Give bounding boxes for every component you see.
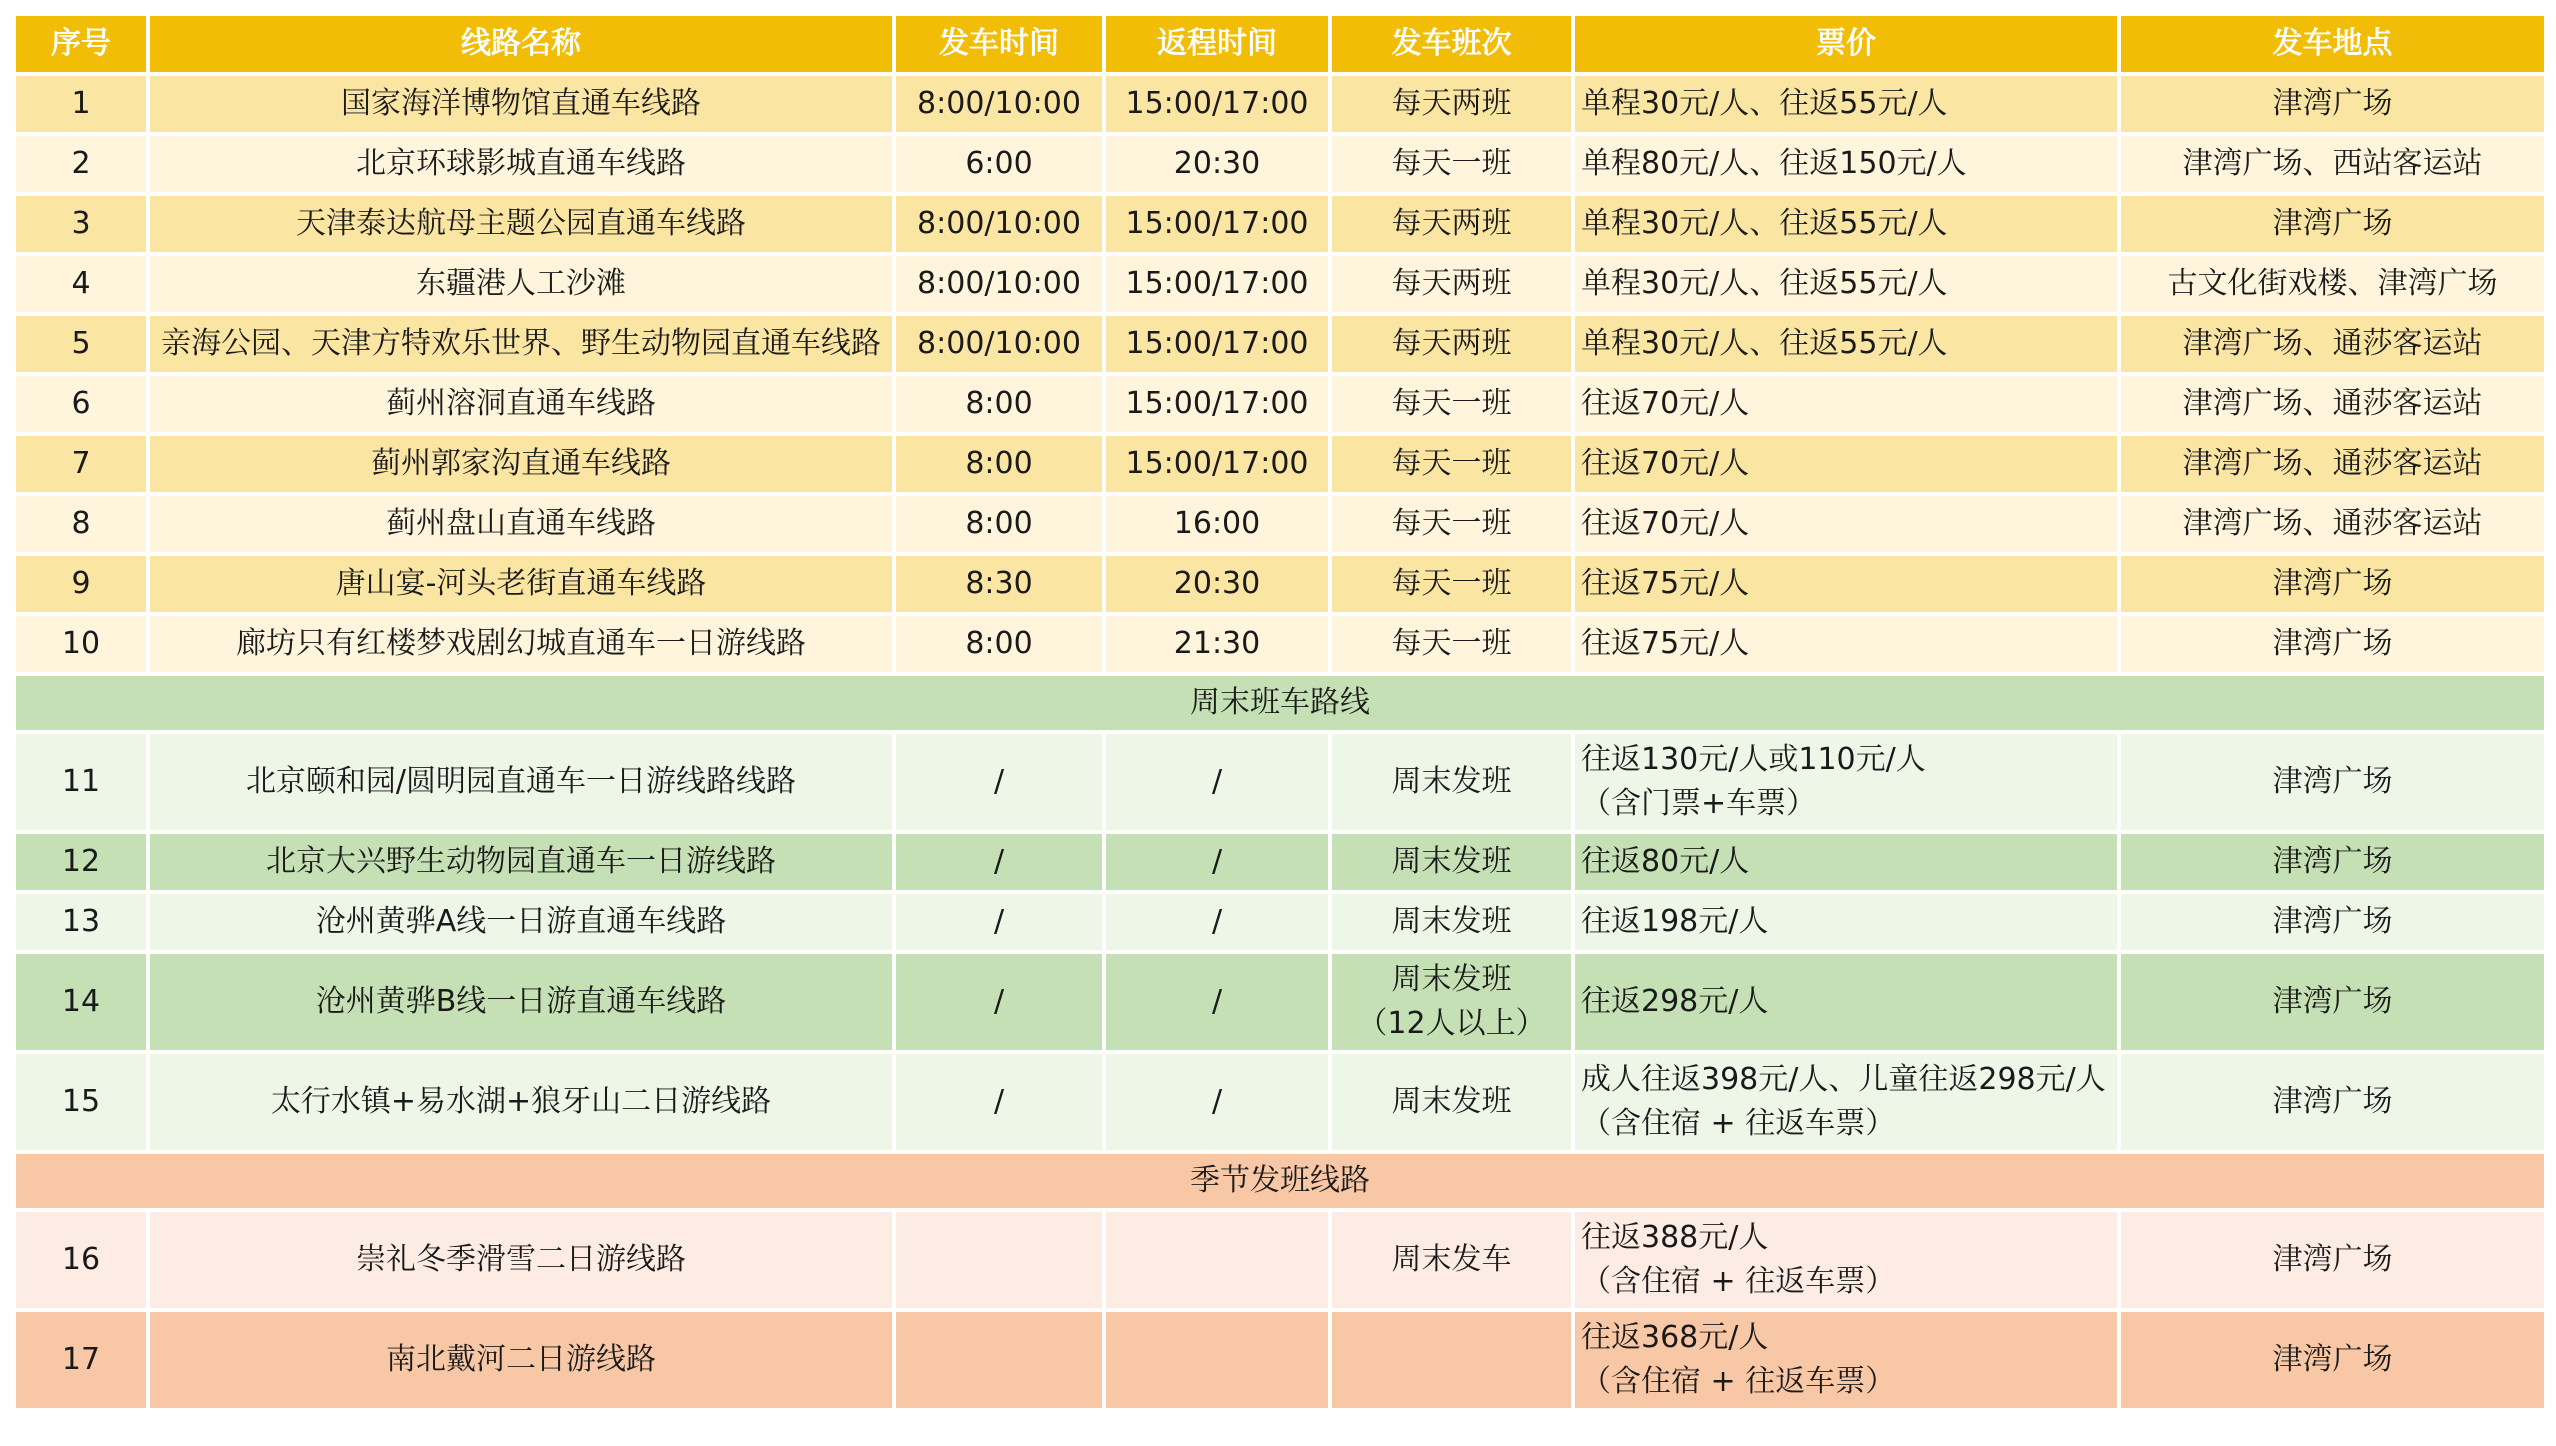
return-time-cell: /	[1106, 954, 1328, 1050]
route-no-cell: 1	[16, 76, 146, 132]
route-name-cell: 东疆港人工沙滩	[150, 256, 892, 312]
frequency-cell: 周末发班	[1332, 894, 1571, 950]
route-table-container	[12, 12, 2544, 1412]
route-no-cell: 9	[16, 556, 146, 612]
return-time-cell: /	[1106, 1054, 1328, 1150]
daily-route-row	[16, 616, 2544, 672]
frequency-cell: 每天两班	[1332, 76, 1571, 132]
depart-time-cell: 8:00	[896, 436, 1102, 492]
location-cell: 津湾广场	[2121, 834, 2544, 890]
route-name-cell: 国家海洋博物馆直通车线路	[150, 76, 892, 132]
price-cell: 单程30元/人、往返55元/人	[1575, 316, 2117, 372]
location-cell: 津湾广场、通莎客运站	[2121, 316, 2544, 372]
route-name-cell: 亲海公园、天津方特欢乐世界、野生动物园直通车线路	[150, 316, 892, 372]
frequency-cell	[1332, 1312, 1571, 1408]
location-cell: 津湾广场	[2121, 616, 2544, 672]
depart-time-cell: 8:00/10:00	[896, 256, 1102, 312]
route-name-cell: 廊坊只有红楼梦戏剧幻城直通车一日游线路	[150, 616, 892, 672]
location-cell: 古文化街戏楼、津湾广场	[2121, 256, 2544, 312]
return-time-cell: 15:00/17:00	[1106, 76, 1328, 132]
route-no-cell: 2	[16, 136, 146, 192]
header-no: 序号	[16, 16, 146, 72]
return-time-cell: 15:00/17:00	[1106, 196, 1328, 252]
depart-time-cell: 8:00/10:00	[896, 316, 1102, 372]
header-location: 发车地点	[2121, 16, 2544, 72]
frequency-cell: 周末发班 （12人以上）	[1332, 954, 1571, 1050]
table-body	[16, 76, 2544, 1408]
frequency-cell: 周末发班	[1332, 1054, 1571, 1150]
frequency-cell: 每天一班	[1332, 496, 1571, 552]
daily-route-row	[16, 196, 2544, 252]
table-header-row	[16, 16, 2544, 72]
location-cell: 津湾广场	[2121, 734, 2544, 830]
frequency-cell: 每天一班	[1332, 556, 1571, 612]
route-no-cell: 5	[16, 316, 146, 372]
route-no-cell: 17	[16, 1312, 146, 1408]
depart-time-cell: 8:00/10:00	[896, 76, 1102, 132]
location-cell: 津湾广场	[2121, 1054, 2544, 1150]
route-no-cell: 15	[16, 1054, 146, 1150]
price-cell: 往返198元/人	[1575, 894, 2117, 950]
frequency-cell: 周末发班	[1332, 834, 1571, 890]
location-cell: 津湾广场、西站客运站	[2121, 136, 2544, 192]
return-time-cell: 15:00/17:00	[1106, 316, 1328, 372]
frequency-cell: 每天两班	[1332, 316, 1571, 372]
price-cell: 单程30元/人、往返55元/人	[1575, 256, 2117, 312]
return-time-cell: 20:30	[1106, 136, 1328, 192]
return-time-cell	[1106, 1212, 1328, 1308]
location-cell: 津湾广场	[2121, 556, 2544, 612]
frequency-cell: 周末发车	[1332, 1212, 1571, 1308]
location-cell: 津湾广场	[2121, 76, 2544, 132]
return-time-cell	[1106, 1312, 1328, 1408]
price-cell: 成人往返398元/人、儿童往返298元/人 （含住宿 + 往返车票）	[1575, 1054, 2117, 1150]
route-no-cell: 8	[16, 496, 146, 552]
return-time-cell: 16:00	[1106, 496, 1328, 552]
route-name-cell: 北京环球影城直通车线路	[150, 136, 892, 192]
route-no-cell: 7	[16, 436, 146, 492]
seasonal-route-row	[16, 1212, 2544, 1308]
depart-time-cell: 8:30	[896, 556, 1102, 612]
route-name-cell: 沧州黄骅B线一日游直通车线路	[150, 954, 892, 1050]
price-cell: 往返298元/人	[1575, 954, 2117, 1050]
header-frequency: 发车班次	[1332, 16, 1571, 72]
price-cell: 往返75元/人	[1575, 616, 2117, 672]
weekend-section-title: 周末班车路线	[16, 676, 2544, 730]
route-name-cell: 蓟州溶洞直通车线路	[150, 376, 892, 432]
route-no-cell: 10	[16, 616, 146, 672]
frequency-cell: 周末发班	[1332, 734, 1571, 830]
daily-route-row	[16, 136, 2544, 192]
location-cell: 津湾广场、通莎客运站	[2121, 496, 2544, 552]
depart-time-cell: 8:00	[896, 496, 1102, 552]
return-time-cell: /	[1106, 734, 1328, 830]
location-cell: 津湾广场	[2121, 1212, 2544, 1308]
depart-time-cell: /	[896, 954, 1102, 1050]
frequency-cell: 每天一班	[1332, 136, 1571, 192]
route-name-cell: 天津泰达航母主题公园直通车线路	[150, 196, 892, 252]
weekend-route-row	[16, 954, 2544, 1050]
price-cell: 单程30元/人、往返55元/人	[1575, 196, 2117, 252]
route-name-cell: 蓟州郭家沟直通车线路	[150, 436, 892, 492]
daily-route-row	[16, 496, 2544, 552]
route-name-cell: 北京大兴野生动物园直通车一日游线路	[150, 834, 892, 890]
weekend-route-row	[16, 1054, 2544, 1150]
location-cell: 津湾广场	[2121, 894, 2544, 950]
frequency-cell: 每天一班	[1332, 376, 1571, 432]
return-time-cell: 20:30	[1106, 556, 1328, 612]
route-name-cell: 沧州黄骅A线一日游直通车线路	[150, 894, 892, 950]
seasonal-route-row	[16, 1312, 2544, 1408]
route-no-cell: 3	[16, 196, 146, 252]
location-cell: 津湾广场	[2121, 1312, 2544, 1408]
weekend-route-row	[16, 834, 2544, 890]
route-no-cell: 14	[16, 954, 146, 1050]
depart-time-cell: 8:00	[896, 376, 1102, 432]
daily-route-row	[16, 556, 2544, 612]
location-cell: 津湾广场	[2121, 196, 2544, 252]
daily-route-row	[16, 376, 2544, 432]
return-time-cell: 15:00/17:00	[1106, 436, 1328, 492]
depart-time-cell: /	[896, 1054, 1102, 1150]
location-cell: 津湾广场、通莎客运站	[2121, 436, 2544, 492]
depart-time-cell: /	[896, 894, 1102, 950]
route-no-cell: 11	[16, 734, 146, 830]
return-time-cell: 21:30	[1106, 616, 1328, 672]
header-route-name: 线路名称	[150, 16, 892, 72]
frequency-cell: 每天一班	[1332, 436, 1571, 492]
price-cell: 往返368元/人 （含住宿 + 往返车票）	[1575, 1312, 2117, 1408]
depart-time-cell	[896, 1212, 1102, 1308]
frequency-cell: 每天一班	[1332, 616, 1571, 672]
seasonal-section-row	[16, 1154, 2544, 1208]
return-time-cell: /	[1106, 834, 1328, 890]
weekend-route-row	[16, 734, 2544, 830]
depart-time-cell: /	[896, 834, 1102, 890]
depart-time-cell: 8:00	[896, 616, 1102, 672]
header-price: 票价	[1575, 16, 2117, 72]
return-time-cell: 15:00/17:00	[1106, 376, 1328, 432]
daily-route-row	[16, 316, 2544, 372]
route-no-cell: 16	[16, 1212, 146, 1308]
daily-route-row	[16, 256, 2544, 312]
frequency-cell: 每天两班	[1332, 196, 1571, 252]
depart-time-cell: 8:00/10:00	[896, 196, 1102, 252]
route-name-cell: 唐山宴-河头老街直通车线路	[150, 556, 892, 612]
depart-time-cell: 6:00	[896, 136, 1102, 192]
route-name-cell: 蓟州盘山直通车线路	[150, 496, 892, 552]
location-cell: 津湾广场	[2121, 954, 2544, 1050]
route-name-cell: 太行水镇+易水湖+狼牙山二日游线路	[150, 1054, 892, 1150]
route-no-cell: 13	[16, 894, 146, 950]
price-cell: 往返130元/人或110元/人 （含门票+车票）	[1575, 734, 2117, 830]
route-table	[12, 12, 2548, 1412]
price-cell: 往返70元/人	[1575, 496, 2117, 552]
return-time-cell: /	[1106, 894, 1328, 950]
price-cell: 往返80元/人	[1575, 834, 2117, 890]
route-no-cell: 12	[16, 834, 146, 890]
depart-time-cell: /	[896, 734, 1102, 830]
daily-route-row	[16, 436, 2544, 492]
frequency-cell: 每天两班	[1332, 256, 1571, 312]
route-name-cell: 北京颐和园/圆明园直通车一日游线路线路	[150, 734, 892, 830]
price-cell: 单程80元/人、往返150元/人	[1575, 136, 2117, 192]
seasonal-section-title: 季节发班线路	[16, 1154, 2544, 1208]
weekend-section-row	[16, 676, 2544, 730]
route-name-cell: 南北戴河二日游线路	[150, 1312, 892, 1408]
header-depart-time: 发车时间	[896, 16, 1102, 72]
daily-route-row	[16, 76, 2544, 132]
location-cell: 津湾广场、通莎客运站	[2121, 376, 2544, 432]
route-no-cell: 6	[16, 376, 146, 432]
price-cell: 单程30元/人、往返55元/人	[1575, 76, 2117, 132]
weekend-route-row	[16, 894, 2544, 950]
route-no-cell: 4	[16, 256, 146, 312]
route-name-cell: 崇礼冬季滑雪二日游线路	[150, 1212, 892, 1308]
price-cell: 往返70元/人	[1575, 376, 2117, 432]
return-time-cell: 15:00/17:00	[1106, 256, 1328, 312]
price-cell: 往返75元/人	[1575, 556, 2117, 612]
price-cell: 往返70元/人	[1575, 436, 2117, 492]
header-return-time: 返程时间	[1106, 16, 1328, 72]
price-cell: 往返388元/人 （含住宿 + 往返车票）	[1575, 1212, 2117, 1308]
depart-time-cell	[896, 1312, 1102, 1408]
